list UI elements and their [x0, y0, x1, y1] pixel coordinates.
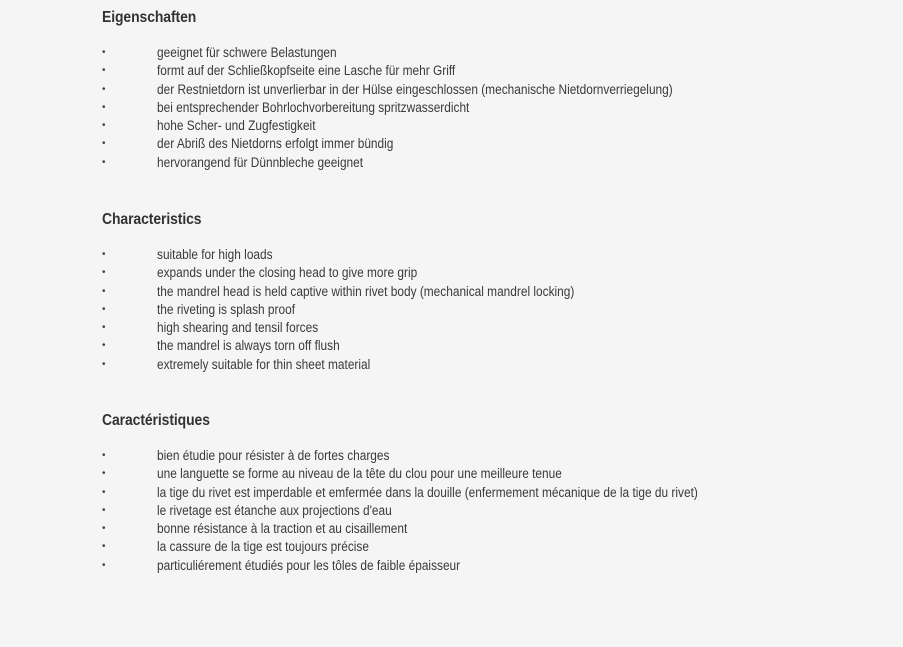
- bullet-icon: •: [102, 450, 106, 461]
- list-item-text: particuliérement étudiés pour les tôles de faible épaisseur: [157, 557, 461, 573]
- list-item-text: extremely suitable for thin sheet material: [157, 356, 371, 372]
- list-item-text: la tige du rivet est imperdable et emfermée dans la douille (enfermement mécanique de la tige du rivet): [157, 484, 698, 500]
- bullet-icon: •: [102, 138, 106, 150]
- bullet-icon: •: [102, 120, 106, 132]
- list-item-text: le rivetage est étanche aux projections d'eau: [157, 502, 392, 518]
- list-item-text: der Abriß des Nietdorns erfolgt immer bündig: [157, 136, 394, 152]
- list-item-text: hohe Scher- und Zugfestigkeit: [157, 118, 316, 134]
- section-heading: Characteristics: [102, 211, 202, 228]
- bullet-icon: •: [102, 504, 106, 516]
- list-item-text: the mandrel head is held captive within rivet body (mechanical mandrel locking): [157, 283, 575, 299]
- bullet-icon: •: [102, 267, 106, 279]
- bullet-icon: •: [102, 468, 106, 480]
- bullet-icon: •: [102, 156, 106, 168]
- list-item-text: formt auf der Schließkopfseite eine Lasche für mehr Griff: [157, 63, 456, 79]
- list-item-text: der Restnietdorn ist unverlierbar in der Hülse eingeschlossen (mechanische Nietdornverriegelung): [157, 81, 673, 97]
- list-item-text: expands under the closing head to give more grip: [157, 265, 418, 281]
- list-item-text: bien étudie pour résister à de fortes charges: [157, 448, 390, 463]
- bullet-icon: •: [102, 486, 106, 498]
- bullet-icon: •: [102, 101, 106, 113]
- bullet-icon: •: [102, 65, 106, 77]
- list-item-text: bonne résistance à la traction et au cisaillement: [157, 521, 408, 537]
- list-item-text: hervorangend für Dünnbleche geeignet: [157, 154, 364, 170]
- list-item-text: la cassure de la tige est toujours précise: [157, 539, 369, 555]
- list-item-text: the riveting is splash proof: [157, 301, 296, 317]
- section-heading: Eigenschaften: [102, 9, 197, 26]
- list-item-text: geeignet für schwere Belastungen: [157, 45, 337, 60]
- bullet-icon: •: [102, 340, 106, 352]
- bullet-icon: •: [102, 358, 106, 370]
- list-item-text: bei entsprechender Bohrlochvorbereitung spritzwasserdicht: [157, 99, 470, 115]
- section-heading: Caractéristiques: [102, 412, 210, 429]
- bullet-icon: •: [102, 83, 106, 95]
- bullet-icon: •: [102, 47, 106, 58]
- section-characteristics: [102, 210, 882, 372]
- bullet-icon: •: [102, 249, 106, 260]
- list-item-text: high shearing and tensil forces: [157, 320, 319, 336]
- bullet-icon: •: [102, 285, 106, 297]
- section-caracteristiques: [102, 411, 882, 573]
- section-eigenschaften: [102, 8, 882, 170]
- bullet-icon: •: [102, 541, 106, 553]
- bullet-icon: •: [102, 303, 106, 315]
- list-item-text: une languette se forme au niveau de la tête du clou pour une meilleure tenue: [157, 466, 562, 482]
- bullet-icon: •: [102, 322, 106, 334]
- bullet-icon: •: [102, 523, 106, 535]
- list-item-text: the mandrel is always torn off flush: [157, 338, 340, 354]
- bullet-icon: •: [102, 559, 106, 571]
- list-item-text: suitable for high loads: [157, 247, 273, 262]
